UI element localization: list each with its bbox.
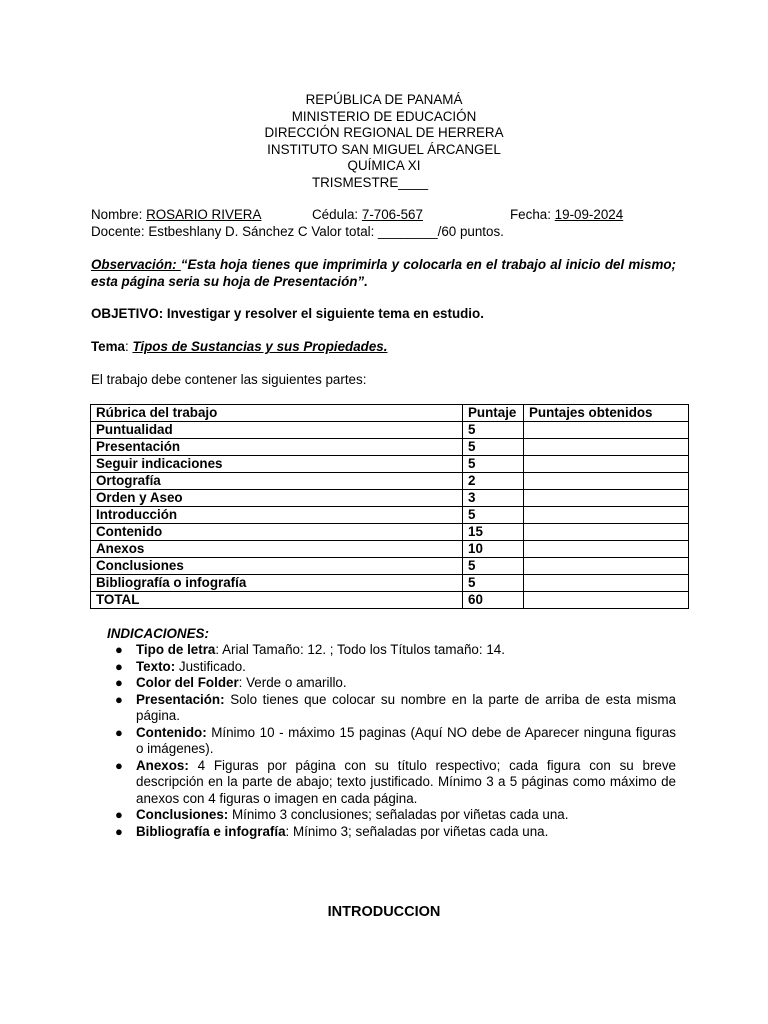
rubric-obtained [524,524,689,541]
rubric-header-row [91,405,689,422]
indicacion-label: Texto: [136,658,176,674]
rubric-item: TOTAL [91,592,463,609]
observacion-label: Observación: [91,257,181,272]
rubric-score: 10 [463,541,524,558]
table-row [91,541,689,558]
indicacion-text: Mínimo 3 conclusiones; señaladas por viñetas cada una. [228,807,569,822]
table-row [91,422,689,439]
fecha-value: 19-09-2024 [554,207,624,222]
rubric-obtained [524,422,689,439]
rubric-score: 5 [463,422,524,439]
table-row [91,456,689,473]
indicacion-text: 4 Figuras por página con su título respectivo; cada figura con su breve descripción en la parte de abajo; texto justificado. Mínimo 3 a 5 páginas como máximo de anexos con 4 figuras o imagen en cada página. [136,757,676,806]
rubric-item: Contenido [91,524,463,541]
rubric-obtained [524,541,689,558]
rubric-obtained [524,592,689,609]
document-header [0,92,768,192]
tema-label: Tema [91,339,125,354]
bullet-icon: ● [115,675,123,690]
nombre-label: Nombre: [91,207,147,222]
bullet-icon: ● [115,757,123,773]
indicacion-text: : Arial Tamaño: 12. ; Todo los Títulos tamaño: 14. [215,642,505,657]
objetivo-line: OBJETIVO: Investigar y resolver el siguiente tema en estudio. [91,306,484,321]
rubric-obtained [524,456,689,473]
table-row [91,439,689,456]
table-row [91,592,689,609]
bullet-icon: ● [115,823,123,839]
rubric-item: Orden y Aseo [91,490,463,507]
rubric-obtained [524,473,689,490]
list-item [113,659,676,676]
list-item [113,675,676,692]
list-item [113,725,676,758]
nombre-value: ROSARIO RIVERA [146,207,262,222]
indicacion-label: Anexos: [136,757,189,773]
table-row [91,558,689,575]
rubric-header-score: Puntaje [463,405,524,422]
header-institute: INSTITUTO SAN MIGUEL ÁRCANGEL [267,141,501,157]
table-row [91,490,689,507]
rubric-item: Puntualidad [91,422,463,439]
indicacion-text: Justificado. [175,658,246,674]
list-item [113,758,676,808]
fecha-label: Fecha: [510,207,555,222]
fecha-field [510,207,623,224]
indicacion-text: : Verde o amarillo. [238,675,347,690]
indicacion-text: Mínimo 10 - máximo 15 paginas (Aquí NO debe de Aparecer ninguna figuras o imágenes). [136,724,676,756]
rubric-obtained [524,558,689,575]
bullet-icon: ● [115,807,123,822]
tema-line [91,339,387,356]
bullet-icon: ● [115,658,123,674]
rubric-item: Presentación [91,439,463,456]
indicacion-label: Color del Folder [136,675,239,690]
header-region: DIRECCIÓN REGIONAL DE HERRERA [264,125,504,141]
list-item [113,692,676,725]
indicacion-text: Solo tienes que colocar su nombre en la parte de arriba de esta misma página. [136,691,676,723]
student-info-row [91,207,261,224]
cedula-label: Cédula: [312,207,362,222]
rubric-header-obtained: Puntajes obtenidos [524,405,689,422]
indicacion-label: Contenido: [136,724,207,740]
rubric-table [90,404,689,609]
rubric-score: 60 [463,592,524,609]
list-item [113,807,676,824]
rubric-item: Ortografía [91,473,463,490]
rubric-item: Conclusiones [91,558,463,575]
rubric-score: 2 [463,473,524,490]
rubric-obtained [524,490,689,507]
rubric-header-item: Rúbrica del trabajo [91,405,463,422]
indicacion-label: Presentación: [136,691,225,707]
rubric-item: Introducción [91,507,463,524]
list-item [113,824,676,841]
header-subject: QUÍMICA XI [347,158,421,174]
introduccion-title: INTRODUCCION [327,904,441,920]
bullet-icon: ● [115,724,123,740]
list-item [113,642,676,659]
rubric-score: 5 [463,456,524,473]
rubric-obtained [524,507,689,524]
rubric-score: 5 [463,507,524,524]
tema-value: Tipos de Sustancias y sus Propiedades. [132,339,388,354]
indicacion-label: Bibliografía e infografía [136,823,286,839]
header-trimester: TRISMESTRE____ [311,174,429,190]
parts-intro-line: El trabajo debe contener las siguientes partes: [91,372,367,387]
table-row [91,507,689,524]
indicaciones-list [113,642,676,840]
indicacion-label: Tipo de letra [136,642,216,657]
rubric-score: 15 [463,524,524,541]
cedula-value: 7-706-567 [361,207,423,222]
rubric-score: 5 [463,575,524,592]
rubric-score: 5 [463,439,524,456]
tema-sep: : [125,339,133,354]
rubric-obtained [524,575,689,592]
rubric-obtained [524,439,689,456]
rubric-item: Bibliografía o infografía [91,575,463,592]
bullet-icon: ● [115,691,123,707]
header-ministry: MINISTERIO DE EDUCACIÓN [291,108,477,124]
indicaciones-title: INDICACIONES: [107,626,209,641]
indicacion-text: : Mínimo 3; señaladas por viñetas cada una. [285,823,549,839]
header-country: REPÚBLICA DE PANAMÁ [305,92,463,107]
table-row [91,524,689,541]
table-row [91,575,689,592]
cedula-field [312,207,423,224]
observacion-paragraph [91,257,676,290]
rubric-score: 3 [463,490,524,507]
indicacion-label: Conclusiones: [136,807,229,822]
bullet-icon: ● [115,642,123,657]
rubric-item: Seguir indicaciones [91,456,463,473]
docente-line: Docente: Estbeshlany D. Sánchez C Valor total: ________/60 puntos. [91,224,504,239]
observacion-text: “Esta hoja tienes que imprimirla y colocarla en el trabajo al inicio del mismo; esta página seria su hoja de Presentación”. [91,257,676,289]
table-row [91,473,689,490]
rubric-score: 5 [463,558,524,575]
rubric-item: Anexos [91,541,463,558]
